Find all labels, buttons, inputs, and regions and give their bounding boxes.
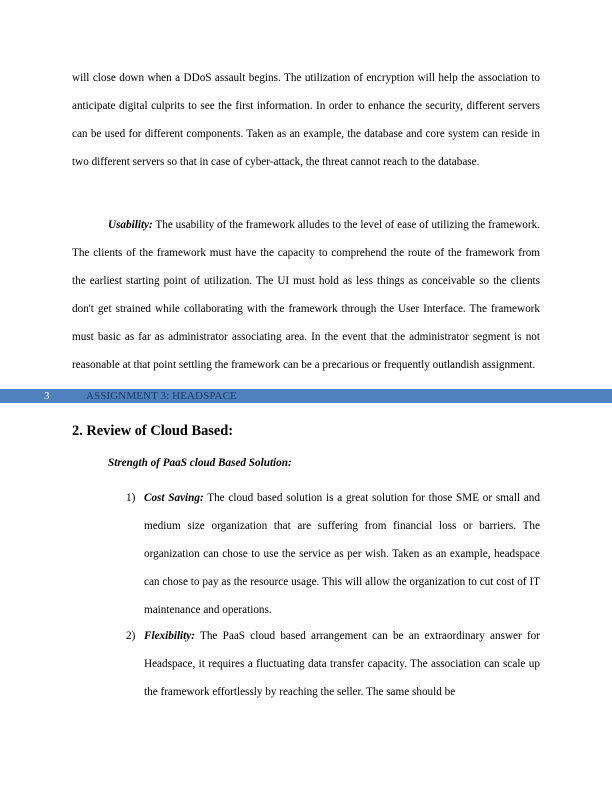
page-number: 3 [44, 390, 50, 402]
usability-label: Usability: [108, 219, 153, 231]
body-paragraph-usability [72, 211, 540, 379]
running-head: ASSIGNMENT 3: HEADSPACE [86, 390, 237, 402]
usability-text: The usability of the framework alludes to the level of ease of utilizing the framework. The clients of the framework must have the capacity to comprehend the route of the framework from the earliest starting point of utilization. The UI must hold as less things as conceivable so the clients don't get strained while collaborating with the framework through the User Interface. The framework must basic as far as administrator associating area. In the event that the administrator segment is not reasonable at that point settling the framework can be a precarious or frequently outlandish assignment. [72, 219, 540, 371]
list-item-text: The cloud based solution is a great solution for those SME or small and medium size organization that are suffering from financial loss or barriers. The organization can chose to use the service as per wish. Taken as an example, headspace can chose to pay as the resource usage. This will allow the organization to cut cost of IT maintenance and operations. [144, 492, 540, 616]
list-item-body [144, 484, 540, 624]
list-item-number: 1) [126, 492, 136, 504]
body-paragraph-continuation: will close down when a DDoS assault begins. The utilization of encryption will help the association to anticipate digital culprits to see the first information. In order to enhance the security, different servers can be used for different components. Taken as an example, the database and core system can reside in two different servers so that in case of cyber-attack, the threat cannot reach to the database. [72, 72, 540, 168]
list-item-body [144, 622, 540, 706]
sub-heading: Strength of PaaS cloud Based Solution: [108, 457, 292, 469]
section-heading: 2. Review of Cloud Based: [72, 423, 234, 439]
list-item-label: Cost Saving: [144, 492, 204, 504]
list-item-label: Flexibility: [144, 630, 195, 642]
list-item-text: The PaaS cloud based arrangement can be an extraordinary answer for Headspace, it requires a fluctuating data transfer capacity. The association can scale up the framework effortlessly by reaching the seller. The same should be [144, 630, 540, 698]
list-item-number: 2) [126, 630, 136, 642]
